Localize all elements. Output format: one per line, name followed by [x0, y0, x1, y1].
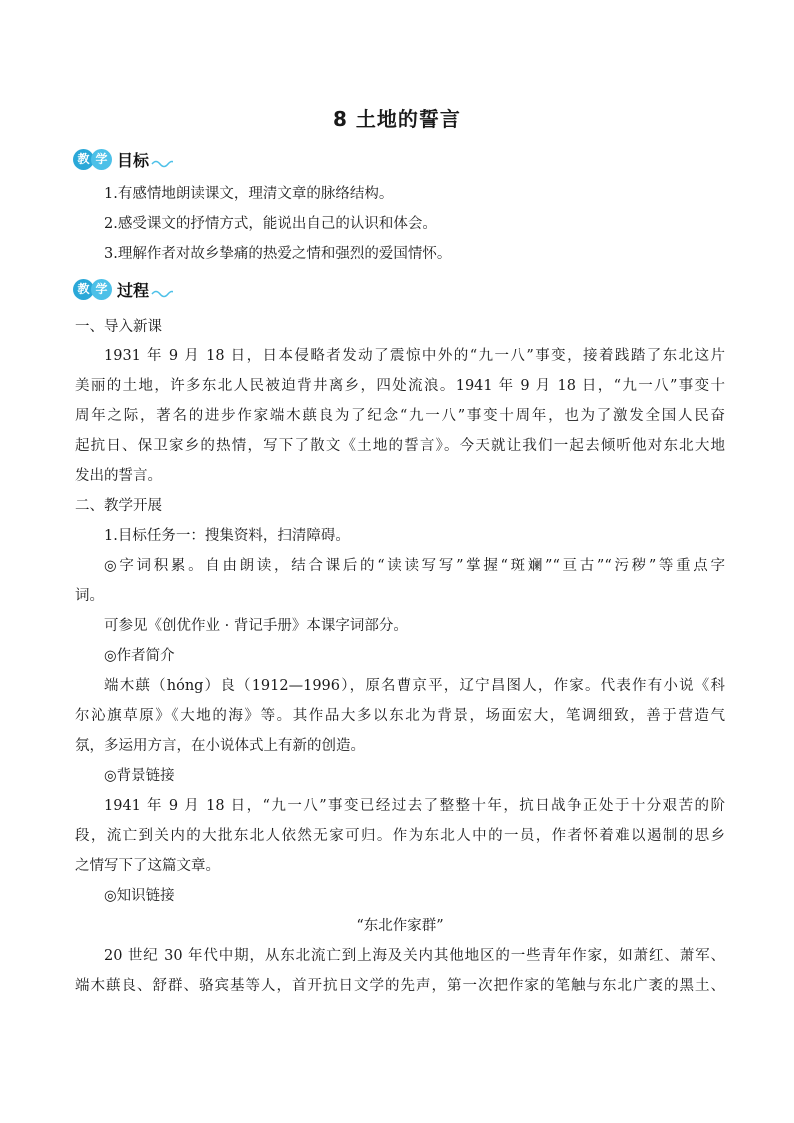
goal-item: 2.感受课文的抒情方式，能说出自己的认识和体会。: [104, 216, 437, 232]
paragraph-line: 20 世纪 30 年代中期，从东北流亡到上海及关内其他地区的一些青年作家，如萧红、萧军、: [104, 948, 725, 964]
section-badge: [73, 149, 109, 170]
paragraph-line: 词。: [75, 588, 104, 604]
paragraph-line: 端木蕻良、舒群、骆宾基等人，首开抗日文学的先声，第一次把作家的笔触与东北广袤的黑土、: [75, 978, 725, 994]
paragraph-line: 1941 年 9 月 18 日，“九一八”事变已经过去了整整十年，抗日战争正处于十分艰苦的阶: [104, 798, 725, 814]
paragraph-line: 起抗日、保卫家乡的热情，写下了散文《土地的誓言》。今天就让我们一起去倾听他对东北大地: [75, 438, 725, 454]
heading-intro: 一、导入新课: [75, 319, 162, 335]
subheading-knowledge: ◎知识链接: [104, 888, 175, 904]
subtitle: “东北作家群”: [356, 918, 444, 934]
badge-char: 教: [73, 149, 94, 170]
badge-char: 学: [91, 279, 112, 300]
paragraph-line: ◎字词积累。自由朗读，结合课后的“读读写写”掌握“斑斓”“亘古”“污秽”等重点字: [104, 558, 725, 574]
paragraph-line: 1931 年 9 月 18 日，日本侵略者发动了震惊中外的“九一八”事变，接着践踏了东北这片: [104, 348, 725, 364]
paragraph-line: 端木蕻（hóng）良（1912—1996），原名曹京平，辽宁昌图人，作家。代表作有小说《科: [104, 678, 725, 694]
section-title: 过程: [117, 280, 150, 300]
paragraph-line: 段，流亡到关内的大批东北人依然无家可归。作为东北人中的一员，作者怀着难以遏制的思乡: [75, 828, 725, 844]
subheading-author: ◎作者简介: [104, 648, 175, 664]
paragraph-line: 尔沁旗草原》《大地的海》等。其作品大多以东北为背景，场面宏大，笔调细致，善于营造气: [75, 708, 725, 724]
section-badge: [73, 279, 109, 300]
paragraph-line: 氛，多运用方言，在小说体式上有新的创造。: [75, 738, 365, 754]
subheading-background: ◎背景链接: [104, 768, 175, 784]
heading-teaching: 二、教学开展: [75, 498, 162, 514]
badge-char: 学: [91, 149, 112, 170]
section-title: 目标: [117, 150, 150, 170]
task-heading: 1.目标任务一：搜集资料，扫清障碍。: [104, 528, 350, 544]
section-heading-goals: [73, 146, 173, 172]
badge-char: 教: [73, 279, 94, 300]
wave-decoration-icon: [151, 158, 173, 168]
goal-item: 1.有感情地朗读课文，理清文章的脉络结构。: [104, 186, 394, 202]
paragraph-line: 发出的誓言。: [75, 468, 162, 484]
paragraph-line: 美丽的土地，许多东北人民被迫背井离乡，四处流浪。1941 年 9 月 18 日，“九一八”事变十: [75, 378, 725, 394]
paragraph-line: 周年之际，著名的进步作家端木蕻良为了纪念“九一八”事变十周年，也为了激发全国人民奋: [75, 408, 725, 424]
paragraph-line: 之情写下了这篇文章。: [75, 858, 220, 874]
page-title: 8 土地的誓言: [333, 107, 461, 131]
section-heading-process: [73, 276, 173, 302]
wave-decoration-icon: [151, 288, 173, 298]
paragraph-line: 可参见《创优作业 · 背记手册》本课字词部分。: [104, 618, 408, 634]
goal-item: 3.理解作者对故乡挚痛的热爱之情和强烈的爱国情怀。: [104, 246, 452, 262]
